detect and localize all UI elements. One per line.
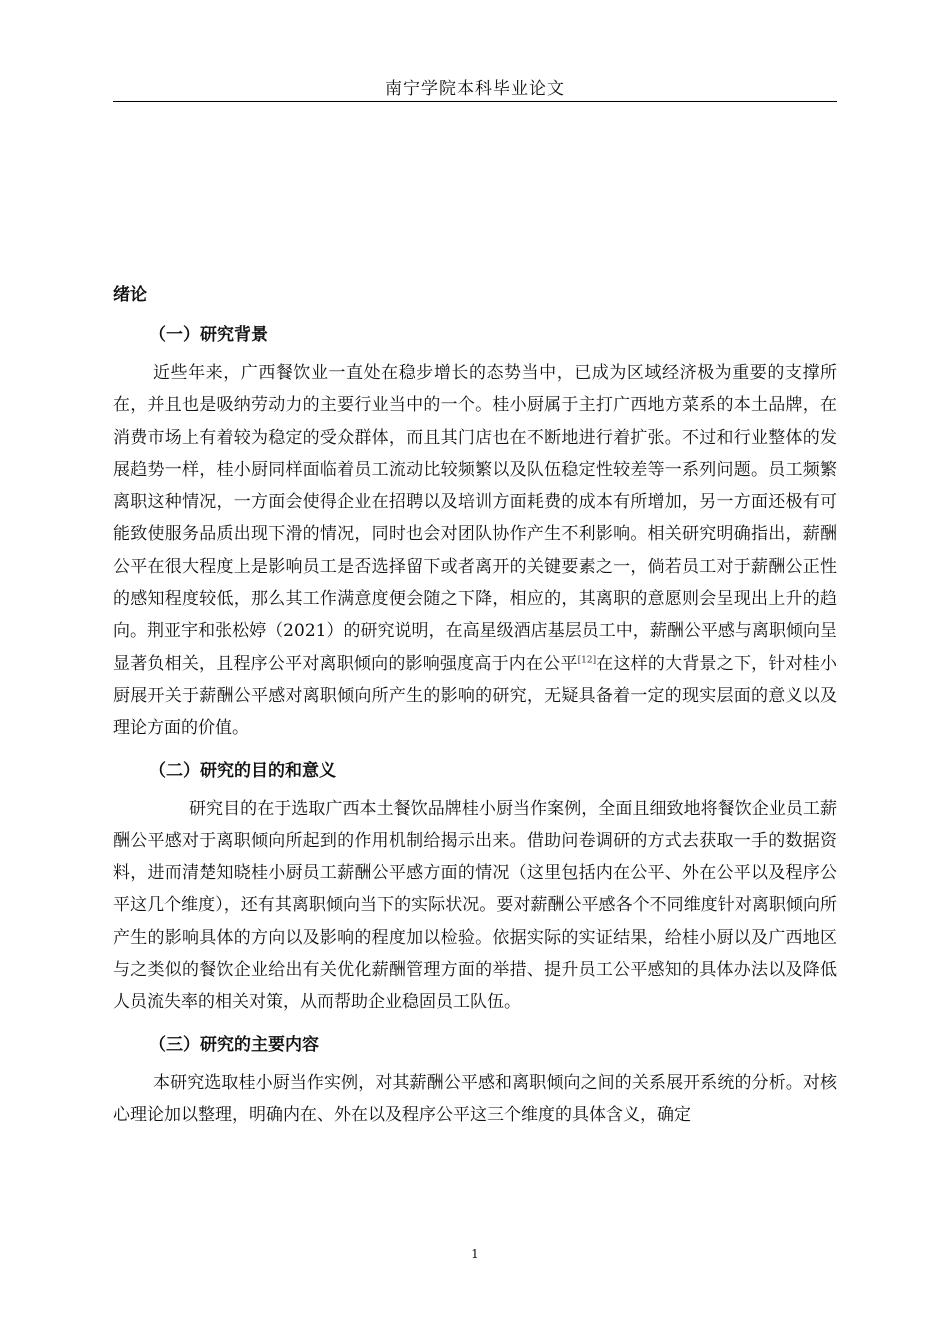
section-heading-content: （三）研究的主要内容 — [149, 1034, 319, 1055]
page-body — [113, 281, 837, 1139]
citation-marker: [12] — [577, 655, 597, 666]
paragraph-text: 近些年来，广西餐饮业一直处在稳步增长的态势当中，已成为区域经济极为重要的支撑所在，并且也是吸纳劳动力的主要行业当中的一个。桂小厨属于主打广西地方菜系的本土品牌，在消费市场上有着较为稳定的受众群体，而且其门店也在不断地进行着扩张。不过和行业整体的发展趋势一样，桂小厨同样面临着员工流动比较频繁以及队伍稳定性较差等一系列问题。员工频繁离职这种情况，一方面会使得企业在招聘以及培训方面耗费的成本有所增加，另一方面还极有可能致使服务品质出现下滑的情况，同时也会对团队协作产生不利影响。相关研究明确指出，薪酬公平在很大程度上是影响员工是否选择留下或者离开的关键要素之一，倘若员工对于薪酬公正性的感知程度较低，那么其工作满意度便会随之下降，相应的，其离职的意愿则会呈现出上升的趋向。荆亚宇和张松婷（2021）的研究说明，在高星级酒店基层员工中，薪酬公平感与离职倾向呈显著负相关，且程序公平对离职倾向的影响强度高于内在公平 — [113, 363, 837, 674]
paragraph-background — [113, 357, 837, 745]
chapter-title: 绪论 — [113, 285, 147, 305]
paragraph-purpose: 研究目的在于选取广西本土餐饮品牌桂小厨当作案例，全面且细致地将餐饮企业员工薪酬公平感对于离职倾向所起到的作用机制给揭示出来。借助问卷调研的方式去获取一手的数据资料，进而清楚知晓桂小厨员工薪酬公平感方面的情况（这里包括内在公平、外在公平以及程序公平这几个维度），还有其离职倾向当下的实际状况。要对薪酬公平感各个不同维度针对离职倾向所产生的影响具体的方向以及影响的程度加以检验。依据实际的实证结果，给桂小厨以及广西地区与之类似的餐饮企业给出有关优化薪酬管理方面的举措、提升员工公平感知的具体办法以及降低人员流失率的相关对策，从而帮助企业稳固员工队伍。 — [113, 798, 837, 1013]
header-rule — [113, 101, 837, 102]
section-heading-purpose: （二）研究的目的和意义 — [149, 760, 336, 781]
section-heading-background: （一）研究背景 — [149, 325, 268, 345]
page-number: 1 — [471, 1247, 479, 1261]
running-header: 南宁学院本科毕业论文 — [385, 79, 565, 99]
paragraph-content: 本研究选取桂小厨当作实例，对其薪酬公平感和离职倾向之间的关系展开系统的分析。对核心理论加以整理，明确内在、外在以及程序公平这三个维度的具体含义，确定 — [113, 1072, 837, 1125]
paragraph-text: 在这样的大背景之下，针对桂小厨展开关于薪酬公平感对离职倾向所产生的影响的研究，无疑具备着一定的现实层面的意义以及理论方面的价值。 — [113, 653, 838, 739]
